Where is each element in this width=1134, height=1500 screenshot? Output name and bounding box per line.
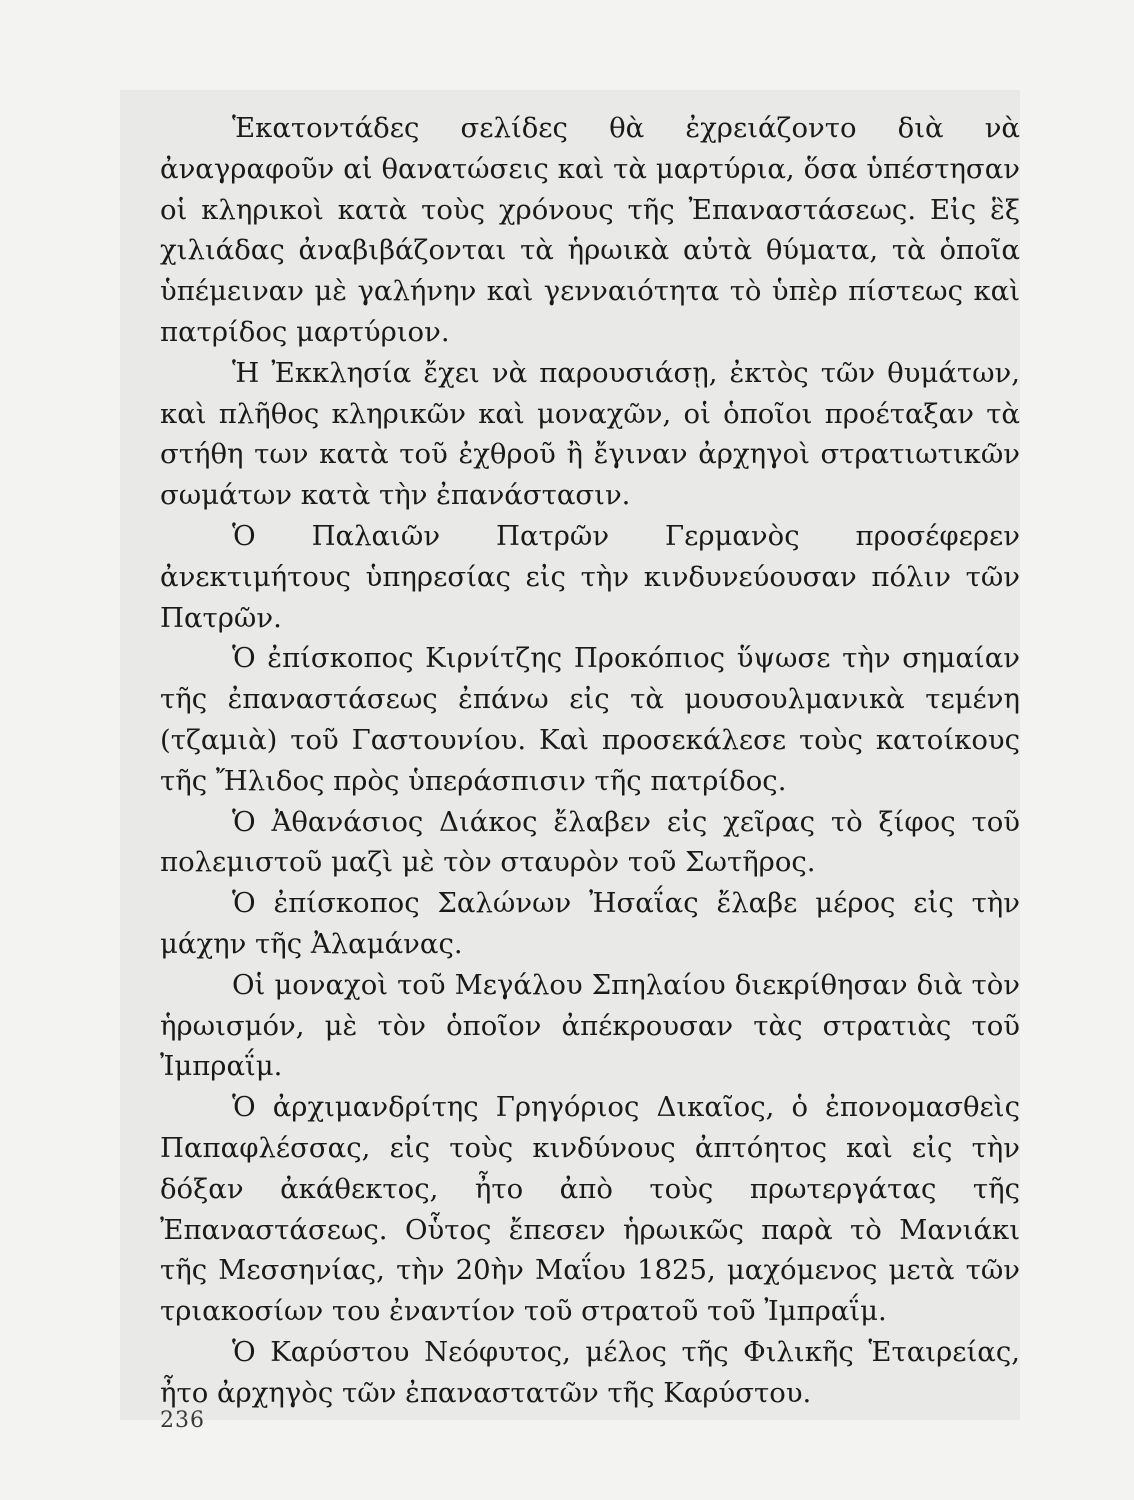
paragraph-5: Ὁ Ἀθανάσιος Διάκος ἔλαβεν εἰς χεῖρας τὸ ξίφος τοῦ πολεμιστοῦ μαζὶ μὲ τὸν σταυρὸν τοῦ Σωτῆρος. (160, 805, 1020, 879)
body-text (160, 108, 1020, 1414)
paragraph-1: Ἑκατοντάδες σελίδες θὰ ἐχρειάζοντο διὰ νὰ ἀναγραφοῦν αἱ θανατώσεις καὶ τὰ μαρτύρια, ὅσα ὑπέστησαν οἱ κληρικοὶ κατὰ τοὺς χρόνους τῆς Ἐπαναστάσεως. Εἰς ἓξ χιλιάδας ἀναβιβάζονται τὰ ἡρωικὰ αὐτὰ θύματα, τὰ ὁποῖα ὑπέμειναν μὲ γαλήνην καὶ γενναιότητα τὸ ὑπὲρ πίστεως καὶ πατρίδος μαρτύριον. (160, 112, 1020, 348)
paragraph-8: Ὁ ἀρχιμανδρίτης Γρηγόριος Δικαῖος, ὁ ἐπονομασθεὶς Παπαφλέσσας, εἰς τοὺς κινδύνους ἀπτόητος καὶ εἰς τὴν δόξαν ἀκάθεκτος, ἦτο ἀπὸ τοὺς πρωτεργάτας τῆς Ἐπαναστάσεως. Οὗτος ἔπεσεν ἡρωικῶς παρὰ τὸ Μανιάκι τῆς Μεσσηνίας, τὴν 20ὴν Μαΐου 1825, μαχόμενος μετὰ τῶν τριακοσίων του ἐναντίον τοῦ στρατοῦ τοῦ Ἰμπραΐμ. (160, 1091, 1020, 1328)
paragraph-2: Ἡ Ἐκκλησία ἔχει νὰ παρουσιάσῃ, ἐκτὸς τῶν θυμάτων, καὶ πλῆθος κληρικῶν καὶ μοναχῶν, οἱ ὁποῖοι προέταξαν τὰ στήθη των κατὰ τοῦ ἐχθροῦ ἢ ἔγιναν ἀρχηγοὶ στρατιωτικῶν σωμάτων κατὰ τὴν ἐπανάστασιν. (160, 356, 1020, 512)
paragraph-7: Οἱ μοναχοὶ τοῦ Μεγάλου Σπηλαίου διεκρίθησαν διὰ τὸν ἡρωισμόν, μὲ τὸν ὁποῖον ἀπέκρουσαν τὰς στρατιὰς τοῦ Ἰμπραΐμ. (160, 968, 1020, 1083)
page-number: 236 (160, 1408, 205, 1433)
paragraph-9: Ὁ Καρύστου Νεόφυτος, μέλος τῆς Φιλικῆς Ἑταιρείας, ἦτο ἀρχηγὸς τῶν ἐπαναστατῶν τῆς Καρύστου. (160, 1335, 1020, 1409)
paragraph-3: Ὁ Παλαιῶν Πατρῶν Γερμανὸς προσέφερεν ἀνεκτιμήτους ὑπηρεσίας εἰς τὴν κινδυνεύουσαν πόλιν τῶν Πατρῶν. (160, 519, 1020, 634)
paragraph-4: Ὁ ἐπίσκοπος Κιρνίτζης Προκόπιος ὕψωσε τὴν σημαίαν τῆς ἐπαναστάσεως ἐπάνω εἰς τὰ μουσουλμανικὰ τεμένη (τζαμιὰ) τοῦ Γαστουνίου. Καὶ προσεκάλεσε τοὺς κατοίκους τῆς Ἤλιδος πρὸς ὑπεράσπισιν τῆς πατρίδος. (160, 642, 1020, 797)
paragraph-6: Ὁ ἐπίσκοπος Σαλώνων Ἠσαΐας ἔλαβε μέρος εἰς τὴν μάχην τῆς Ἀλαμάνας. (160, 887, 1020, 960)
